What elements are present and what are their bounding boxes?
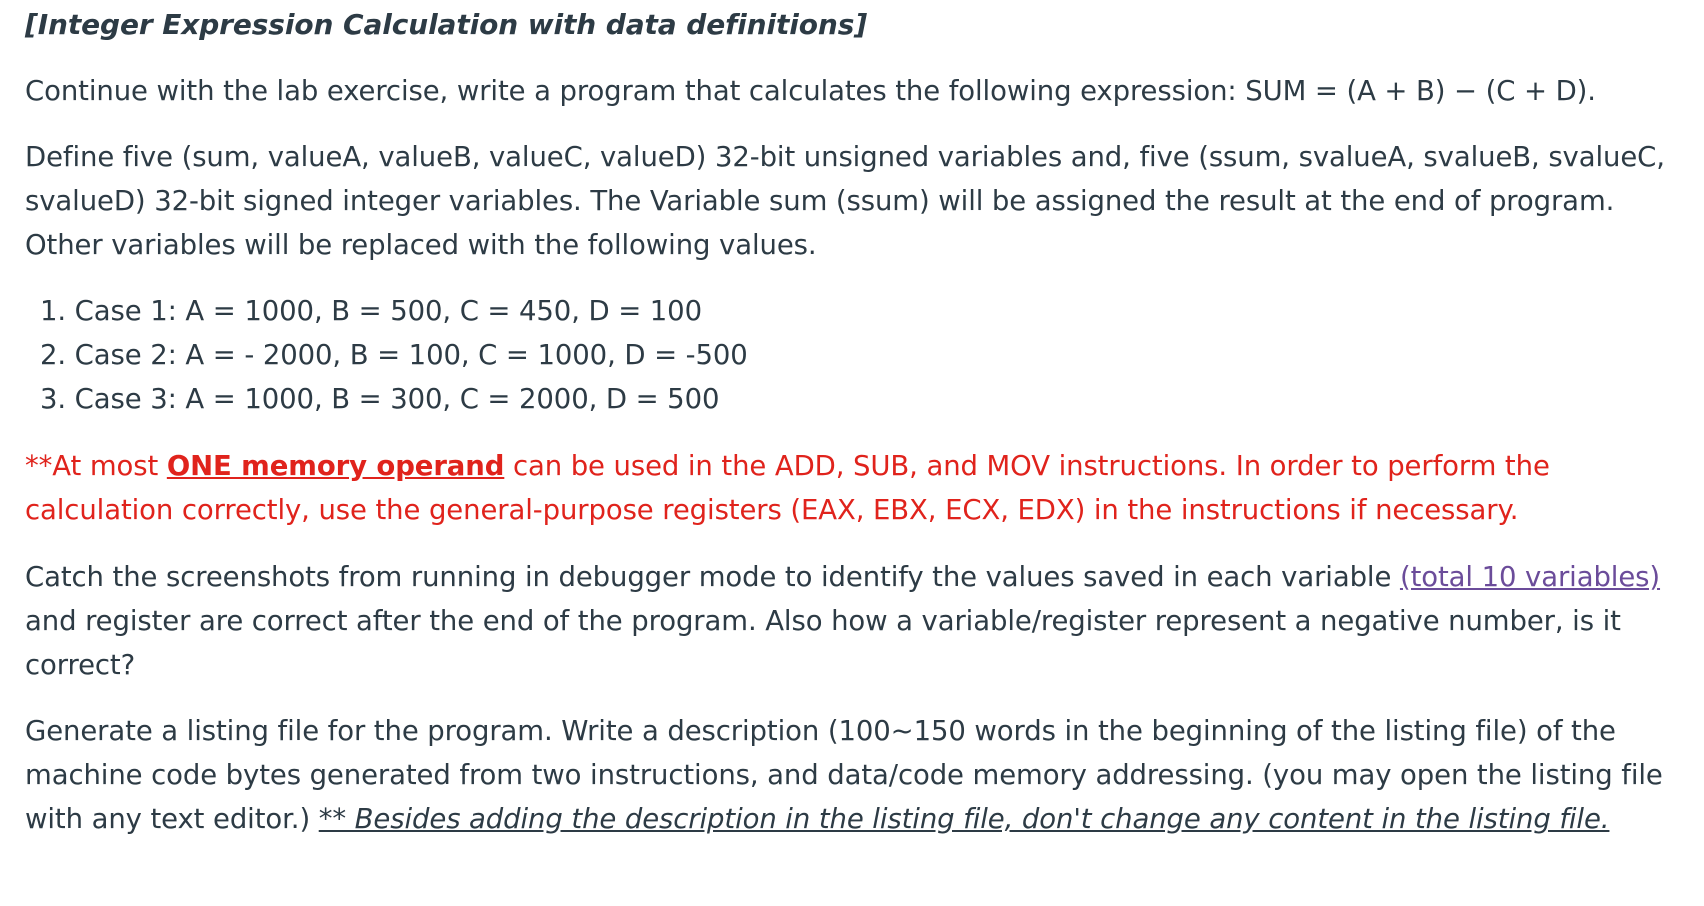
catch-line-3: correct? <box>25 649 136 681</box>
note-prefix: **At most <box>25 450 167 482</box>
catch-line-1 <box>25 557 1660 597</box>
define-line-3: Other variables will be replaced with the following values. <box>25 229 817 261</box>
define-line-2: svalueD) 32-bit signed integer variables. The Variable sum (ssum) will be assigned the result at the end of program. <box>25 185 1615 217</box>
page-title: [Integer Expression Calculation with data definitions] <box>25 8 868 41</box>
case-item-3: 3. Case 3: A = 1000, B = 300, C = 2000, D = 500 <box>40 383 720 415</box>
note-line-1 <box>25 446 1550 486</box>
case-item-2: 2. Case 2: A = - 2000, B = 100, C = 1000, D = -500 <box>40 339 748 371</box>
listing-warning: ** Besides adding the description in the listing file, don't change any content in the listing file. <box>318 803 1610 835</box>
generate-line-2: machine code bytes generated from two instructions, and data/code memory addressing. (you may open the listing file <box>25 759 1663 791</box>
note-line-2: calculation correctly, use the general-purpose registers (EAX, EBX, ECX, EDX) in the instructions if necessary. <box>25 494 1519 526</box>
note-emphasis: ONE memory operand <box>166 450 505 482</box>
note-rest: can be used in the ADD, SUB, and MOV instructions. In order to perform the <box>504 450 1550 482</box>
catch-text: Catch the screenshots from running in debugger mode to identify the values saved in each variable <box>25 561 1400 593</box>
define-line-1: Define five (sum, valueA, valueB, valueC, valueD) 32-bit unsigned variables and, five (ssum, svalueA, svalueB, svalueC, <box>25 141 1665 173</box>
intro-paragraph: Continue with the lab exercise, write a program that calculates the following expression: SUM = (A + B) − (C + D). <box>25 75 1596 107</box>
catch-line-2: and register are correct after the end of the program. Also how a variable/register represent a negative number, is it <box>25 605 1621 637</box>
total-variables-link[interactable]: (total 10 variables) <box>1399 561 1661 593</box>
case-item-1: 1. Case 1: A = 1000, B = 500, C = 450, D = 100 <box>40 295 702 327</box>
generate-text: with any text editor.) <box>25 803 319 835</box>
generate-line-1: Generate a listing file for the program. Write a description (100~150 words in the beginning of the listing file) of the <box>25 715 1616 747</box>
generate-line-3 <box>25 799 1609 839</box>
